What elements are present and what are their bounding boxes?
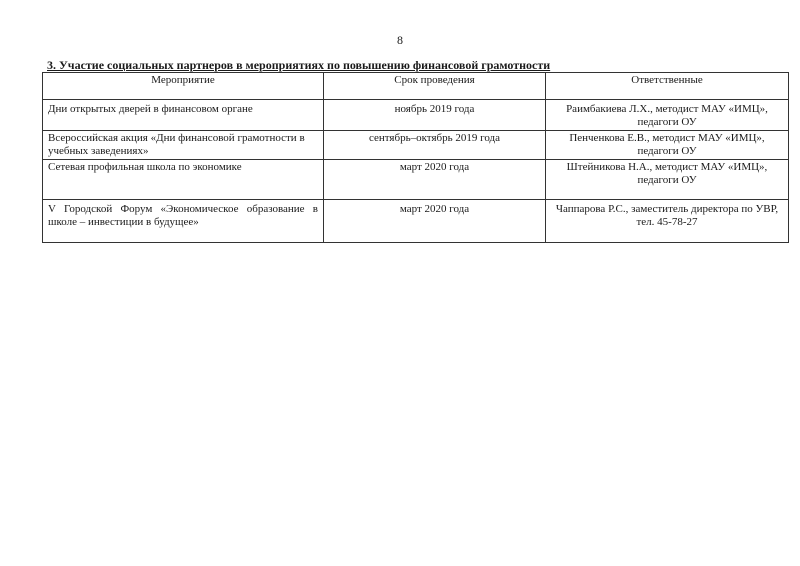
cell-responsible: Пенченкова Е.В., методист МАУ «ИМЦ», педагоги ОУ (546, 131, 789, 160)
header-responsible: Ответственные (546, 73, 789, 100)
cell-date: март 2020 года (324, 160, 546, 200)
table-row (43, 100, 789, 131)
cell-event: Всероссийская акция «Дни финансовой грамотности в учебных заведениях» (43, 131, 324, 160)
cell-date: ноябрь 2019 года (324, 100, 546, 131)
cell-date: сентябрь–октябрь 2019 года (324, 131, 546, 160)
cell-event: Сетевая профильная школа по экономике (43, 160, 324, 200)
cell-responsible: Раимбакиева Л.Х., методист МАУ «ИМЦ», педагоги ОУ (546, 100, 789, 131)
table-row (43, 200, 789, 243)
section-title: 3. Участие социальных партнеров в мероприятиях по повышению финансовой грамотности (47, 58, 551, 72)
table-header-row (43, 73, 789, 100)
cell-event: V Городской Форум «Экономическое образование в школе – инвестиции в будущее» (43, 200, 324, 243)
header-date: Срок проведения (324, 73, 546, 100)
page-number: 8 (397, 33, 403, 47)
table-row (43, 160, 789, 200)
header-event: Мероприятие (43, 73, 324, 100)
cell-date: март 2020 года (324, 200, 546, 243)
cell-responsible: Штейникова Н.А., методист МАУ «ИМЦ», педагоги ОУ (546, 160, 789, 200)
cell-event: Дни открытых дверей в финансовом органе (43, 100, 324, 131)
cell-responsible: Чаппарова Р.С., заместитель директора по УВР, тел. 45-78-27 (546, 200, 789, 243)
events-table (42, 72, 789, 243)
table-row (43, 131, 789, 160)
